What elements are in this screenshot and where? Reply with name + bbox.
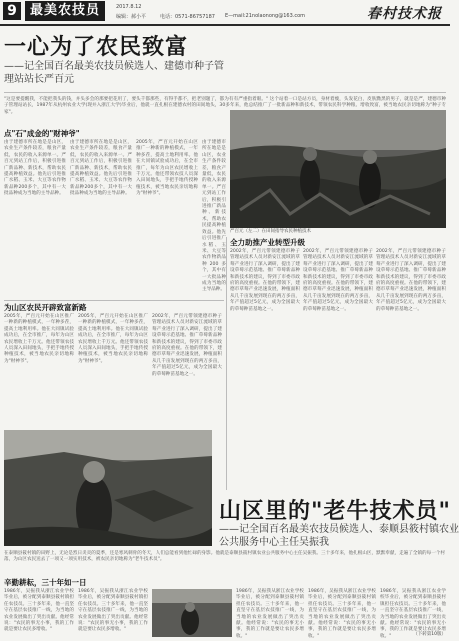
story1-photo xyxy=(230,110,446,228)
paper-logo: 春村技术报 xyxy=(367,6,442,22)
story1-column-5: 2002年，严百元带领建德市种子管理站技术人员对新安江流域的草莓产业进行了深入调研，提出了建设草莓示范基地、推广草莓新品种和新技术的建议，得到了市委市政府的高度重视。在他的带领下，建德市草莓产业迅速发展，种植面积从几千亩发展到现在的两万多亩，年产值超过5亿元，成为全国最大的草莓种苗基地之一。 xyxy=(230,249,300,312)
story1-subheadline-line2: 理站站长严百元 xyxy=(4,74,74,85)
issue-date: 2017.8.12 xyxy=(116,4,142,10)
field-work-image xyxy=(152,589,232,637)
email: E—mail:21nolaonong@163.com xyxy=(225,13,306,19)
continued-note: （下转第10版） xyxy=(413,632,446,637)
phone: 电话：0571-86757187 xyxy=(160,14,215,20)
story1-column-7: 2002年，严百元带领建德市种子管理站技术人员对新安江流域的草莓产业进行了深入调研，提出了建设草莓示范基地、推广草莓新品种和新技术的建议，得到了市委市政府的高度重视。在他的带领下，建德市草莓产业迅速发展，种植面积从几千亩发展到现在的两万多亩，年产值超过5亿元，成为全国最大的草莓种苗基地之一。 xyxy=(376,249,446,312)
story1-photo-caption: 严百元（左二）在田间指导农民种植技术 xyxy=(230,229,311,234)
story1-column-2: 由于建德市所在地是是山区，农业生产条件较差，粮食产量低，农民的收入来源单一。严百元到站工作后，积极引进推广新品种、新技术，帮助农民提高种植效益。他先后引进推广水稻、玉米、大豆等农作物新品种200多个，其中有一大批品种成为当地的主导品种。 xyxy=(70,140,132,197)
column-divider xyxy=(226,237,227,490)
story1-column-6: 2002年，严百元带领建德市种子管理站技术人员对新安江流域的草莓产业进行了深入调研，提出了建设草莓示范基地、推广草莓新品种和新技术的建议，得到了市委市政府的高度重视。在他的带领下，建德市草莓产业迅速发展，种植面积从几千亩发展到现在的两万多亩，年产值超过5亿元，成为全国最大的草莓种苗基地之一。 xyxy=(303,249,373,312)
story2-subheadline-line2: 公共服务中心主任吴振我 xyxy=(219,537,329,548)
story1-column-9: 2005年，严百元开始在山区推广一种新的种植模式，一年种多茬，提高土地利用率。他在大同镇试验成功后，在全市推广，每年为山区农民增收上千万元。他还带领农技人员深入田间地头，手把手地传授种植技术，被当地农民亲切地称为"财神爷"。 xyxy=(78,314,148,364)
story2-photo xyxy=(4,430,212,546)
story2-lead: 在泰顺县筱村镇的田野上，无论是烈日炎炎的夏季，还是寒风刺骨的冬天，人们总能看到他忙碌的身影。他就是泰顺县筱村镇农业公共服务中心主任吴振我。三十多年来，他扎根山区，默默奉献，走遍了全镇的每一个村落，为山区农民送去了一项又一项实用技术，被农民亲切地称为"老牛技术员"。 xyxy=(4,551,446,563)
story1-section-head-3: 为山区农民开辟致富新路 xyxy=(4,303,87,312)
story2-column-3: 1986年，吴振我从浙江农业学校毕业后，被分配到泰顺县筱村镇担任农技员。三十多年来，他一直坚守在基层农技推广一线，为当地的农业发展做出了突出贡献。他经常说："农民的事无小事，我的工作就是要让农民多增收。" xyxy=(236,589,304,639)
story1-column-3: 2005年，严百元开始在山区推广一种新的种植模式，一年种多茬，提高土地利用率。他在大同镇试验成功后，在全市推广，每年为山区农民增收上千万元。他还带领农技人员深入田间地头，手把手地传授种植技术，被当地农民亲切地称为"财神爷"。 xyxy=(136,140,198,197)
story1-column-1: 由于建德市所在地是是山区，农业生产条件较差，粮食产量低，农民的收入来源单一。严百元到站工作后，积极引进推广新品种、新技术，帮助农民提高种植效益。他先后引进推广水稻、玉米、大豆等农作物新品种200多个，其中有一大批品种成为当地的主导品种。 xyxy=(4,140,66,197)
story1-section-head-2: 全力助推产业转型升级 xyxy=(230,238,305,247)
story2-photo-small xyxy=(152,589,232,637)
story1-column-8: 2005年，严百元开始在山区推广一种新的种植模式，一年种多茬，提高土地利用率。他在大同镇试验成功后，在全市推广，每年为山区农民增收上千万元。他还带领农技人员深入田间地头，手把手地传授种植技术，被当地农民亲切地称为"财神爷"。 xyxy=(4,314,74,364)
field-photo-image xyxy=(230,110,446,228)
story2-subheadline xyxy=(219,523,459,549)
story1-subheadline-line1: ——记全国百名最美农技员候选人、建德市种子管 xyxy=(4,61,224,72)
masthead xyxy=(0,0,450,26)
story2-column-2: 1986年，吴振我从浙江农业学校毕业后，被分配到泰顺县筱村镇担任农技员。三十多年来，他一直坚守在基层农技推广一线，为当地的农业发展做出了突出贡献。他经常说："农民的事无小事，我的工作就是要让农民多增收。" xyxy=(78,589,148,633)
story1-headline: 一心为了农民致富 xyxy=(4,35,189,60)
story2-headline: 山区里的"老牛技术员" xyxy=(219,499,451,524)
page-number: 9 xyxy=(3,2,21,20)
story2-subheadline-line1: ——记全国百名最美农技员候选人、泰顺县筱村镇农业 xyxy=(219,524,459,535)
editor: 编辑：郝小平 xyxy=(116,14,147,20)
story1-column-10: 2002年，严百元带领建德市种子管理站技术人员对新安江流域的草莓产业进行了深入调研，提出了建设草莓示范基地、推广草莓新品种和新技术的建议，得到了市委市政府的高度重视。在他的带领下，建德市草莓产业迅速发展，种植面积从几千亩发展到现在的两万多亩，年产值超过5亿元，成为全国最大的草莓种苗基地之一。 xyxy=(152,314,222,377)
story1-section-head-1: 点"石"成金的"财神爷" xyxy=(4,129,80,138)
farmer-photo-image xyxy=(4,430,212,546)
story1-subheadline xyxy=(4,60,304,86)
story2-section-head: 辛勤耕耘，三十年如一日 xyxy=(4,578,87,587)
story1-column-4: 由于建德市所在地是是山区，农业生产条件较差，粮食产量低，农民的收入来源单一。严百元到站工作后，积极引进推广新品种、新技术，帮助农民提高种植效益。他先后引进推广水稻、玉米、大豆等农作物新品种200多个，其中有一大批品种成为当地的主导品种。 xyxy=(202,140,226,293)
story2-column-4: 1986年，吴振我从浙江农业学校毕业后，被分配到泰顺县筱村镇担任农技员。三十多年来，他一直坚守在基层农技推广一线，为当地的农业发展做出了突出贡献。他经常说："农民的事无小事，我的工作就是要让农民多增收。" xyxy=(308,589,376,639)
divider xyxy=(4,92,446,93)
section-title: 最美农技员 xyxy=(25,1,105,21)
divider xyxy=(4,300,224,301)
story2-column-1: 1986年，吴振我从浙江农业学校毕业后，被分配到泰顺县筱村镇担任农技员。三十多年来，他一直坚守在基层农技推广一线，为当地的农业发展做出了突出贡献。他经常说："农民的事无小事，我的工作就是要让农民多增收。" xyxy=(4,589,74,633)
story1-lead: "这是要提醒我，不能把我头的钱，并头多会的那要把花用了，要头千都那些，有得手都不，把老别题了，都为有有严重指着眼。" 这个站着一口是站方员，身材着瘦，头发花白，皮肤黝黑的男子，就是是严，建德市种子管理站站长，1987年从杭州农业大学(现并入浙江大学)毕业后，他就一直扎根在建德农村的田间地头，30多年来，他总结推广了一批新品种和新技术，带领农民科学种粮、增收致富，被当地农民亲切地称为"种子专家"。 xyxy=(4,97,446,115)
story2-column-5: 1986年，吴振我从浙江农业学校毕业后，被分配到泰顺县筱村镇担任农技员。三十多年来，他一直坚守在基层农技推广一线，为当地的农业发展做出了突出贡献。他经常说："农民的事无小事，我的工作就是要让农民多增收。" xyxy=(380,589,446,639)
